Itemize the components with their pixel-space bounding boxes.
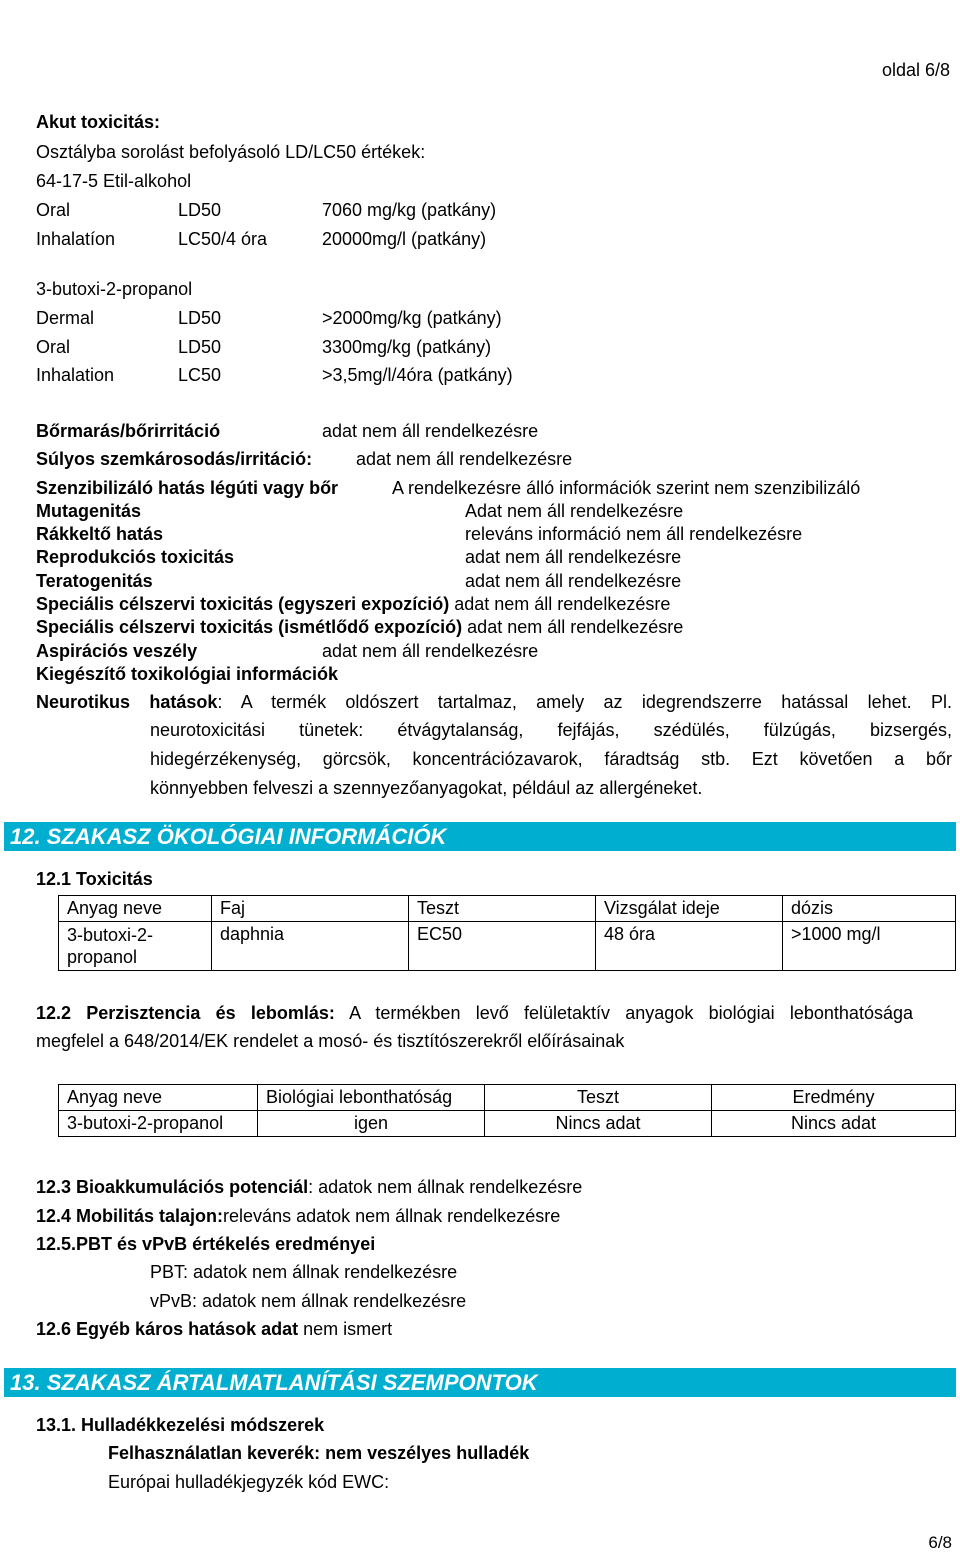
route-cell: Oral (36, 200, 71, 220)
section-12-heading: 12. SZAKASZ ÖKOLÓGIAI INFORMÁCIÓK (4, 822, 956, 851)
table-header-cell: Vizsgálat ideje (596, 896, 783, 922)
aspiration-value: adat nem áll rendelkezésre (322, 641, 539, 661)
waste-line-2: Európai hulladékjegyzék kód EWC: (108, 1472, 390, 1492)
route-cell: Oral (36, 337, 71, 357)
value-cell: 3300mg/kg (patkány) (322, 337, 492, 357)
sensitisation-value: A rendelkezésre álló információk szerint nem szenzibilizáló (392, 478, 861, 498)
other-effects-value: nem ismert (298, 1319, 393, 1339)
table-header-cell: Biológiai lebonthatóság (258, 1085, 485, 1111)
stot-repeated-line (36, 617, 683, 638)
mobility-line (36, 1206, 560, 1227)
carcinogenicity-value: releváns információ nem áll rendelkezésre (465, 524, 803, 544)
eye-damage-value: adat nem áll rendelkezésre (356, 449, 573, 469)
biodegradability-table (58, 1084, 956, 1137)
table-header-cell: Teszt (485, 1085, 712, 1111)
other-effects-label: 12.6 Egyéb káros hatások adat (36, 1319, 299, 1339)
type-cell: LC50 (178, 365, 222, 385)
table-header-cell: dózis (783, 896, 956, 922)
persistence-text-2: megfelel a 648/2014/EK rendelet a mosó- és tisztítószerekről előírásainak (36, 1031, 625, 1051)
neurotoxic-line-1 (36, 692, 952, 713)
toxicity-subheading: 12.1 Toxicitás (36, 869, 153, 889)
type-cell: LD50 (178, 337, 222, 357)
reproductive-toxicity-label: Reprodukciós toxicitás (36, 547, 235, 567)
table-cell: EC50 (409, 922, 596, 971)
table-header-row (59, 1085, 956, 1111)
type-cell: LD50 (178, 200, 222, 220)
table-header-cell: Teszt (409, 896, 596, 922)
route-cell: Inhalatíon (36, 229, 116, 249)
type-cell: LC50/4 óra (178, 229, 268, 249)
persistence-line-1 (36, 1003, 913, 1024)
table-cell: 3-butoxi-2-propanol (59, 1111, 258, 1137)
table-cell: 48 óra (596, 922, 783, 971)
table-cell: 3-butoxi-2-propanol (59, 922, 212, 971)
table-header-cell: Anyag neve (59, 896, 212, 922)
doc-type-label: Biztonsági adatlap (38, 2, 186, 22)
neurotoxic-line-3: hidegérzékenység, görcsök, koncentrációzavarok, fáradtság stb. Ezt követően a bőr (150, 749, 952, 769)
pbt-line: PBT: adatok nem állnak rendelkezésre (150, 1262, 458, 1282)
stot-single-line (36, 594, 670, 615)
waste-line-1: Felhasználatlan keverék: nem veszélyes hulladék (108, 1443, 530, 1463)
waste-methods-heading: 13.1. Hulladékkezelési módszerek (36, 1415, 325, 1435)
mobility-value: releváns adatok nem állnak rendelkezésre (223, 1206, 561, 1226)
carcinogenicity-label: Rákkeltő hatás (36, 524, 164, 544)
bioaccumulation-line (36, 1177, 582, 1198)
revision-date: Felülvizsgálat dátuma: 2015.07.09 (706, 88, 950, 105)
value-cell: >2000mg/kg (patkány) (322, 308, 502, 328)
stot-single-value: adat nem áll rendelkezésre (454, 594, 671, 614)
table-cell: igen (258, 1111, 485, 1137)
vpvb-line: vPvB: adatok nem állnak rendelkezésre (150, 1291, 467, 1311)
eye-damage-label: Súlyos szemkárosodás/irritáció: (36, 449, 313, 469)
skin-corrosion-label: Bőrmarás/bőrirritáció (36, 421, 221, 441)
neurotoxic-line-2: neurotoxicitási tünetek: étvágytalanság, fejfájás, szédülés, fülzúgás, bizsergés, (150, 720, 952, 740)
mutagenicity-value: Adat nem áll rendelkezésre (465, 501, 684, 521)
teratogenicity-label: Teratogenitás (36, 571, 153, 591)
acute-subtitle: Osztályba sorolást befolyásoló LD/LC50 értékek: (36, 142, 426, 162)
table-header-cell: Eredmény (712, 1085, 956, 1111)
route-cell: Inhalation (36, 365, 115, 385)
table-row (59, 1111, 956, 1137)
value-cell: 20000mg/l (patkány) (322, 229, 487, 249)
neurotoxic-line-4: könnyebben felveszi a szennyezőanyagokat, például az allergéneket. (150, 778, 703, 798)
bioaccumulation-value: : adatok nem állnak rendelkezésre (308, 1177, 583, 1197)
page-number-footer: 6/8 (928, 1533, 952, 1552)
other-effects-line (36, 1319, 392, 1340)
neurotoxic-label: Neurotikus hatások (36, 692, 218, 712)
stot-repeated-value: adat nem áll rendelkezésre (467, 617, 684, 637)
table-cell: Nincs adat (485, 1111, 712, 1137)
substance-ethanol: 64-17-5 Etil-alkohol (36, 171, 192, 191)
value-cell: >3,5mg/l/4óra (patkány) (322, 365, 513, 385)
route-cell: Dermal (36, 308, 95, 328)
skin-corrosion-value: adat nem áll rendelkezésre (322, 421, 539, 441)
stot-single-label: Speciális célszervi toxicitás (egyszeri expozíció) (36, 594, 450, 614)
type-cell: LD50 (178, 308, 222, 328)
table-cell: >1000 mg/l (783, 922, 956, 971)
value-cell: 7060 mg/kg (patkány) (322, 200, 497, 220)
table-cell: daphnia (212, 922, 409, 971)
table-header-cell: Anyag neve (59, 1085, 258, 1111)
page-number-header: oldal 6/8 (881, 60, 950, 80)
mobility-label: 12.4 Mobilitás talajon: (36, 1206, 224, 1226)
section-13-heading: 13. SZAKASZ ÁRTALMATLANÍTÁSI SZEMPONTOK (4, 1368, 956, 1397)
table-header-cell: Faj (212, 896, 409, 922)
extra-tox-info-label: Kiegészítő toxikológiai információk (36, 664, 339, 684)
pbt-heading: 12.5.PBT és vPvB értékelés eredményei (36, 1234, 376, 1254)
reproductive-toxicity-value: adat nem áll rendelkezésre (465, 547, 682, 567)
teratogenicity-value: adat nem áll rendelkezésre (465, 571, 682, 591)
table-header-row (59, 896, 956, 922)
stot-repeated-label: Speciális célszervi toxicitás (ismétlődő expozíció) (36, 617, 463, 637)
toxicity-table (58, 895, 956, 971)
aspiration-label: Aspirációs veszély (36, 641, 198, 661)
acute-toxicity-title: Akut toxicitás: (36, 112, 161, 132)
sensitisation-label: Szenzibilizáló hatás légúti vagy bőr (36, 478, 339, 498)
table-row (59, 922, 956, 971)
bioaccumulation-label: 12.3 Bioakkumulációs potenciál (36, 1177, 309, 1197)
mutagenicity-label: Mutagenitás (36, 501, 142, 521)
persistence-text-1: A termékben levő felületaktív anyagok biológiai lebonthatósága (334, 1003, 913, 1023)
persistence-label: 12.2 Perzisztencia és lebomlás: (36, 1003, 335, 1023)
table-cell: Nincs adat (712, 1111, 956, 1137)
product-name: domol ECO Glasklar (758, 1, 942, 22)
substance-butoxypropanol: 3-butoxi-2-propanol (36, 279, 193, 299)
neurotoxic-text-1: : A termék oldószert tartalmaz, amely az idegrendszerre hatással lehet. Pl. (217, 692, 953, 712)
version-label: Verzió: 1 (36, 88, 99, 105)
